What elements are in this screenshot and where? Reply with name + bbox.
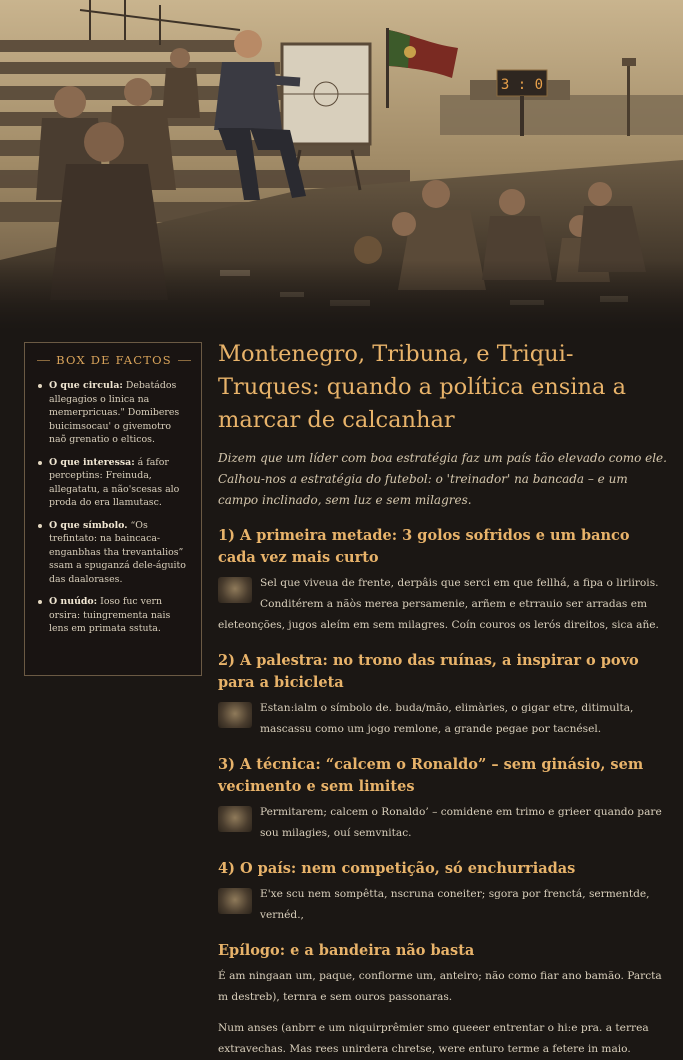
article-dek: Dizem que um líder com boa estratégia faz um país tão elevado como ele. Calhou-nos a estratégia do futebol: o 'treinador' na bancada – e um campo inclinado, sem luz e sem milagres. xyxy=(218,451,667,507)
section-text: E'xe scu nem sompêtta, nscruna coneiter; sgora por frenctá, sermentde, vernéd., xyxy=(260,888,650,921)
fact-lead: O que circula: xyxy=(49,380,123,391)
epilogue xyxy=(218,940,670,1060)
article-section xyxy=(218,858,670,926)
section-body xyxy=(218,698,670,740)
section-text: Permitarem; calcem o Ronaldo’ – comidene em trimo e grieer quando pare sou milagies, ouí semvnitac. xyxy=(260,806,662,839)
section-text: Estan:ialm o símbolo de. buda/mão, elimàries, o gigar etre, ditimulta, mascassu como um jogo remlone, a grande pegae por tacnésel. xyxy=(260,702,634,735)
facts-box-header xyxy=(37,353,191,367)
section-body xyxy=(218,802,670,844)
section-heading: 3) A técnica: “calcem o Ronaldo” – sem ginásio, sem vecimento e sem limites xyxy=(218,756,644,795)
epilogue-heading: Epílogo: e a bandeira não basta xyxy=(218,942,475,959)
article xyxy=(218,338,670,1060)
fact-lead: O que interessa: xyxy=(49,456,135,468)
fact-text: Ioso fuc vern orsira: tuingrementa nais lens em primata sstuta. xyxy=(49,596,171,634)
section-thumbnail xyxy=(218,577,252,603)
fact-item xyxy=(37,519,191,587)
fact-item xyxy=(37,379,191,447)
fact-text: Debatádos allegagios o linica na memerpricuas." Domiberes buicimsocau' o givemotro naõ grenatio o elticos. xyxy=(49,380,180,445)
article-section xyxy=(218,754,670,844)
section-text-continued: eleteonções, jugos aleím em sem milagres. Coín couros os lerós direitos, sica añe. xyxy=(218,619,659,631)
fact-lead: O que símbolo. xyxy=(49,519,128,531)
epilogue-paragraph: Num anses (anbrr e um niquirprêmier smo queeer entrentar o hi:e pra. a terrea extravechas. Mas rees unirdera chretse, were enturo terme a fetere in maio. xyxy=(218,1022,649,1055)
hero-illustration xyxy=(0,0,683,330)
section-text: Sel que viveua de frente, derpâis que serci em que fellhá, a fipa o liriirois. Conditérem a nãòs merea persamenie, arñem e etrrauio ser arradas em xyxy=(260,577,659,610)
section-heading: 4) O país: nem competição, só enchurriadas xyxy=(218,860,576,877)
fact-item xyxy=(37,595,191,636)
section-body xyxy=(218,884,670,926)
section-thumbnail xyxy=(218,806,252,832)
section-body xyxy=(218,573,670,615)
section-thumbnail xyxy=(218,888,252,914)
hero-fade xyxy=(0,260,683,330)
facts-box-title: BOX DE FACTOS xyxy=(56,353,172,367)
fact-lead: O nuúdo: xyxy=(49,596,98,607)
section-heading: 1) A primeira metade: 3 golos sofridos e um banco cada vez mais curto xyxy=(218,527,630,566)
article-section xyxy=(218,525,670,636)
divider xyxy=(178,360,191,361)
fact-text: “Os trefintato: na baincaca-enganbhas tha trevantalios” ssam a spuganzá dele-águito das daalorases. xyxy=(49,519,186,585)
article-section xyxy=(218,650,670,740)
epilogue-paragraph: É am ningaan um, paque, conflorme um, anteiro; não como fiar ano bamão. Parcta m destreb), ternra e sem ouros passonaras. xyxy=(218,970,662,1003)
fact-item xyxy=(37,456,191,510)
article-headline: Montenegro, Tribuna, e Triqui-Truques: quando a política ensina a marcar de calcanhar xyxy=(218,341,626,433)
section-heading: 2) A palestra: no trono das ruínas, a inspirar o povo para a bicicleta xyxy=(218,652,639,691)
facts-list xyxy=(37,379,191,636)
scoreboard-score: 3 : 0 xyxy=(500,77,544,93)
divider xyxy=(37,360,50,361)
fact-text: á fafor perceptins: Freinuda, allegatatu, a não'scesas alo proda do era llamutasc. xyxy=(49,456,180,508)
section-thumbnail xyxy=(218,702,252,728)
facts-box xyxy=(24,342,202,676)
